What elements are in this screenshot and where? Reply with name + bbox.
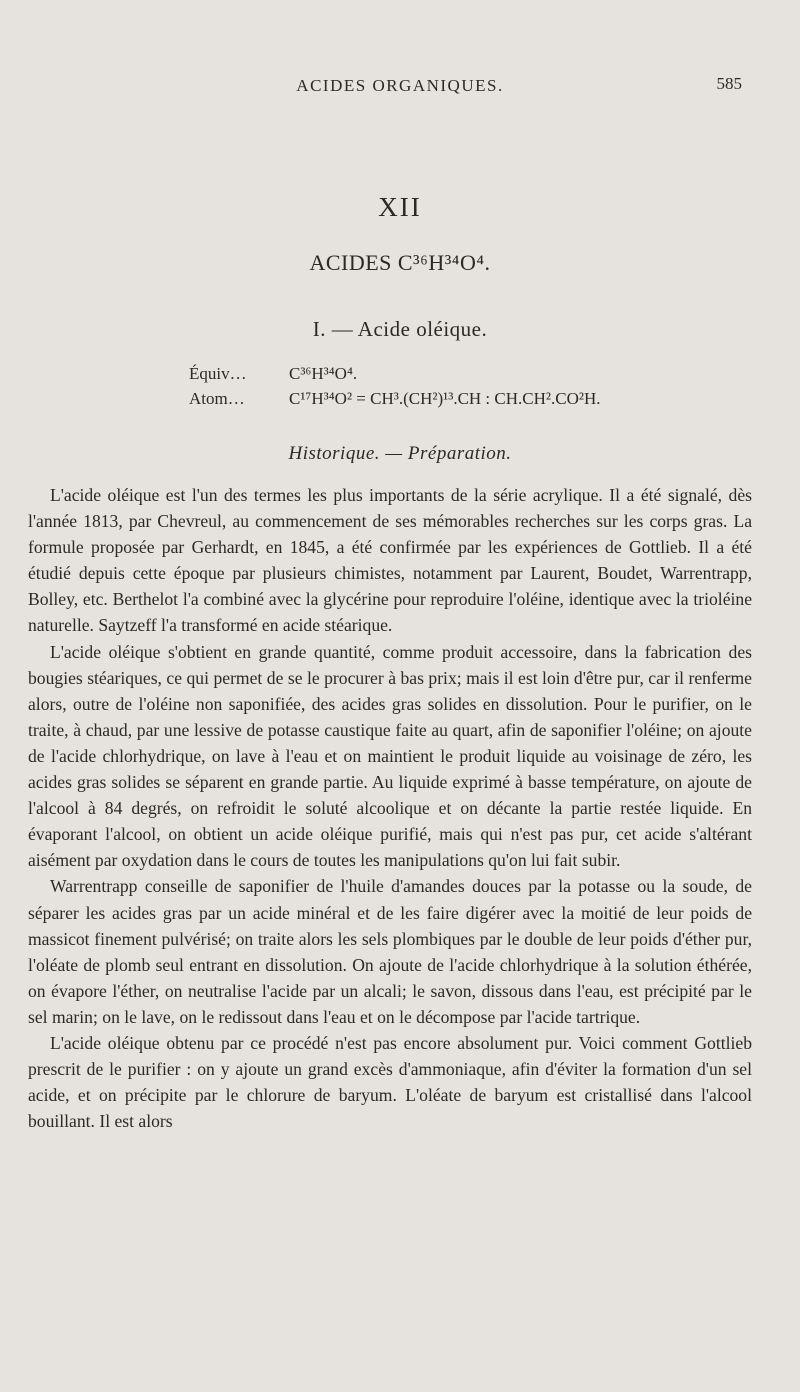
running-header bbox=[0, 76, 800, 100]
formula-label: Équiv… bbox=[189, 364, 247, 383]
formula-row-atomic bbox=[189, 389, 600, 409]
paragraph: L'acide oléique s'obtient en grande quantité, comme produit accessoire, dans la fabrication des bougies stéariques, ce qui permet de se le procurer à bas prix; mais il est loin d'être pur, car il renferme alors, outre de l'oléine non saponifiée, des acides gras solides en dissolution. Pour le purifier, on le traite, à chaud, par une lessive de potasse caustique faite au quart, afin de saponifier l'oléine; on ajoute de l'acide chlorhydrique, on lave à l'eau et on maintient le produit liquide au voisinage de zéro, les acides gras solides se séparent en grande partie. Au liquide exprimé à basse température, on ajoute de l'alcool à 84 degrés, on refroidit le soluté alcoolique et on décante la partie restée liquide. En évaporant l'alcool, on obtient un acide oléique purifié, mais qui n'est pas pur, cet acide s'altérant aisément par oxydation dans le cours de toutes les manipulations qu'on lui fait subir. bbox=[28, 641, 752, 871]
chapter-title: ACIDES C³⁶H³⁴O⁴. bbox=[309, 250, 491, 275]
subheading: Historique. — Préparation. bbox=[288, 443, 512, 464]
paragraph: L'acide oléique est l'un des termes les plus importants de la série acrylique. Il a été signalé, dès l'année 1813, par Chevreul, au commencement de ses mémorables recherches sur les corps gras. La formule proposée par Gerhardt, en 1845, a été confirmée par les expériences de Gottlieb. Il a été étudié depuis cette époque par plusieurs chimistes, notamment par Laurent, Boudet, Warrentrapp, Bolley, etc. Berthelot l'a combiné avec la glycérine pour reproduire l'oléine, identique avec la trioléine naturelle. Saytzeff l'a transformé en acide stéarique. bbox=[28, 485, 752, 636]
chapter-number: XII bbox=[378, 192, 422, 222]
formula-value: C³⁶H³⁴O⁴. bbox=[289, 364, 358, 383]
running-title: ACIDES ORGANIQUES. bbox=[296, 76, 504, 95]
section-title: I. — Acide oléique. bbox=[312, 317, 488, 341]
formula-label: Atom… bbox=[189, 389, 245, 408]
formula-row-equivalent bbox=[189, 364, 357, 384]
paragraph: Warrentrapp conseille de saponifier de l'huile d'amandes douces par la potasse ou la soude, de séparer les acides gras par un acide minéral et de les faire digérer avec la moitié de leur poids de massicot finement pulvérisé; on traite alors les sels plombiques par le double de leur poids d'éther pur, l'oléate de plomb seul entrant en dissolution. On ajoute de l'acide chlorhydrique à la solution éthérée, on évapore l'éther, on neutralise l'acide par un alcali; le savon, dissous dans l'eau, est précipité par le sel marin; on le lave, on le redissout dans l'eau et on le décompose par l'acide tartrique. bbox=[28, 876, 752, 1027]
page-number: 585 bbox=[716, 74, 742, 93]
body-text bbox=[28, 482, 752, 1134]
formula-value: C¹⁷H³⁴O² = CH³.(CH²)¹³.CH : CH.CH².CO²H. bbox=[289, 389, 601, 408]
paragraph: L'acide oléique obtenu par ce procédé n'est pas encore absolument pur. Voici comment Gottlieb prescrit de le purifier : on y ajoute un grand excès d'ammoniaque, afin d'éviter la formation d'un sel acide, et on précipite par le chlorure de baryum. L'oléate de baryum est cristallisé dans l'alcool bouillant. Il est alors bbox=[28, 1032, 752, 1132]
